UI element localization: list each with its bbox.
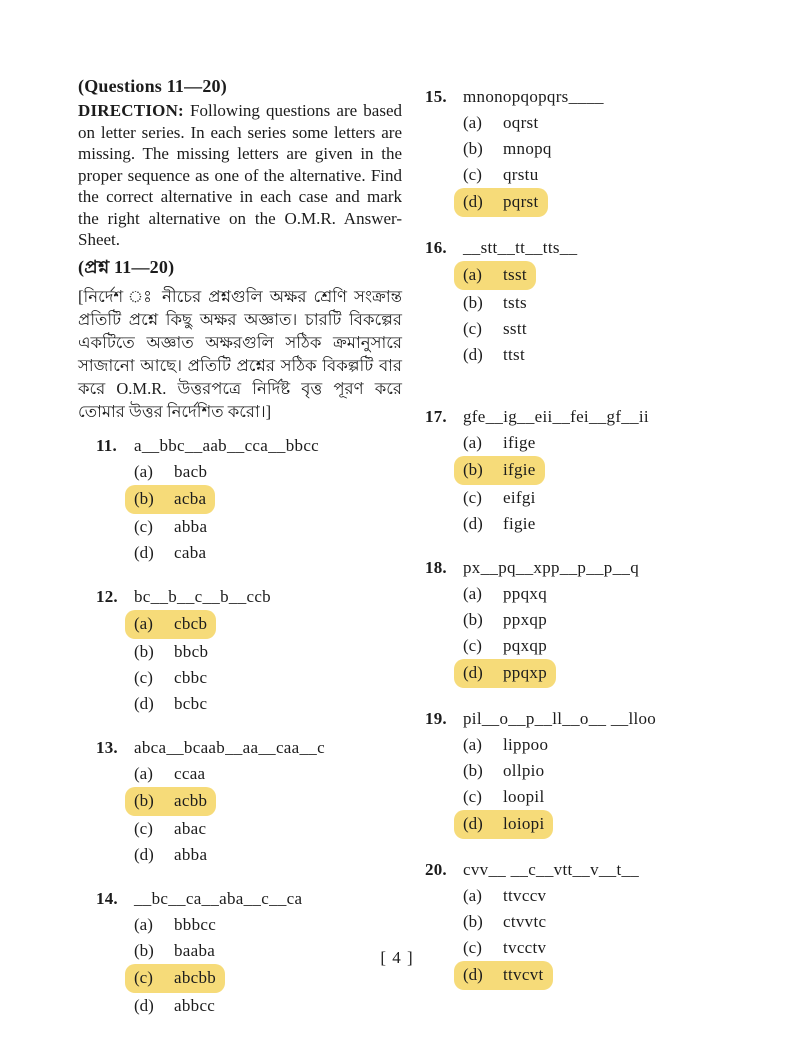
question-head (96, 433, 402, 459)
option-row (425, 110, 770, 136)
option-letter: (d) (134, 995, 154, 1015)
option-row (425, 430, 770, 456)
option-text: acbb (174, 790, 208, 810)
questions-left-group (96, 433, 402, 1019)
question-series-text: mnonopqopqrs____ (463, 87, 604, 106)
answer-option (134, 993, 215, 1019)
option-letter: (d) (463, 345, 483, 364)
option-text: abbcc (174, 995, 216, 1015)
option-row (425, 136, 770, 162)
option-text: baaba (174, 940, 216, 960)
option-row (96, 816, 402, 842)
option-text: abba (174, 516, 208, 536)
question-block (96, 735, 402, 868)
option-text: pqxqp (503, 636, 547, 655)
option-letter: (a) (134, 914, 153, 934)
question-block (425, 235, 770, 368)
question-number: 13. (96, 737, 118, 757)
option-row (425, 758, 770, 784)
option-text: abcbb (174, 967, 217, 987)
option-text: abac (174, 818, 207, 838)
answer-option (463, 110, 539, 136)
question-number: 16. (425, 238, 447, 257)
option-text: cbcb (174, 613, 208, 633)
answer-option (463, 909, 546, 935)
option-row (425, 188, 770, 217)
option-letter: (a) (134, 763, 153, 783)
option-text: ctvvtc (503, 912, 547, 931)
answer-option (134, 816, 206, 842)
option-letter: (b) (463, 912, 483, 931)
option-text: tvcctv (503, 938, 547, 957)
option-letter: (b) (134, 790, 154, 810)
option-row (425, 732, 770, 758)
option-row (96, 993, 402, 1019)
option-letter: (d) (463, 663, 483, 682)
question-series-text: cvv__ __c__vtt__v__t__ (463, 860, 640, 879)
option-text: loiopi (503, 814, 545, 833)
option-row (425, 162, 770, 188)
option-letter: (c) (463, 636, 482, 655)
option-text: cbbc (174, 667, 208, 687)
answer-option (463, 162, 539, 188)
question-block (425, 857, 770, 990)
answer-option (463, 430, 536, 456)
option-text: tsts (503, 293, 527, 312)
option-letter: (b) (463, 139, 483, 158)
question-head (96, 584, 402, 610)
answer-option (463, 485, 536, 511)
question-series-text: bc__b__c__b__ccb (134, 586, 271, 606)
option-row (96, 514, 402, 540)
answer-option (134, 665, 207, 691)
answer-option (463, 316, 527, 342)
option-letter: (b) (134, 940, 154, 960)
option-text: sstt (503, 319, 527, 338)
answer-option (463, 732, 548, 758)
option-letter: (c) (463, 319, 482, 338)
question-head (425, 235, 770, 261)
option-row (96, 639, 402, 665)
option-text: bcbc (174, 693, 208, 713)
question-head (425, 706, 770, 732)
question-number: 18. (425, 558, 447, 577)
highlighted-answer-option (454, 188, 548, 217)
option-text: oqrst (503, 113, 539, 132)
questions-right-group (425, 84, 770, 990)
answer-option (463, 136, 552, 162)
question-number: 14. (96, 888, 118, 908)
option-letter: (b) (134, 641, 154, 661)
option-text: ifige (503, 433, 536, 452)
option-text: ccaa (174, 763, 206, 783)
option-letter: (a) (463, 433, 482, 452)
question-number: 15. (425, 87, 447, 106)
option-text: ifgie (503, 460, 536, 479)
bengali-instruction-paragraph: [নির্দেশ ঃ নীচের প্রশ্নগুলি অক্ষর শ্রেণি সংক্রান্ত প্রতিটি প্রশ্নে কিছু অক্ষর অজ্ঞাত। চারটি বিকল্পের একটিতে অজ্ঞাত অক্ষরগুলি সঠিক ক্রমানুসারে সাজানো আছে। প্রতিটি প্রশ্নের সঠিক বিকল্পটি বার করে O.M.R. উত্তরপত্রে নির্দিষ্ট বৃত্ত পূরণ করে তোমার উত্তর নির্দেশিত করো।] (78, 286, 402, 421)
option-row (425, 290, 770, 316)
option-row (96, 665, 402, 691)
option-text: pqrst (503, 192, 539, 211)
left-column (78, 74, 402, 1037)
option-row (96, 787, 402, 816)
question-block (425, 84, 770, 217)
option-row (425, 883, 770, 909)
option-letter: (c) (463, 165, 482, 184)
option-text: abba (174, 844, 208, 864)
answer-option (134, 639, 208, 665)
option-letter: (a) (463, 886, 482, 905)
question-number: 19. (425, 709, 447, 728)
question-series-text: pil__o__p__ll__o__ __lloo (463, 709, 657, 728)
highlighted-answer-option (454, 456, 545, 485)
question-block (425, 555, 770, 688)
option-row (425, 342, 770, 368)
option-row (425, 316, 770, 342)
option-letter: (d) (463, 514, 483, 533)
direction-label: DIRECTION: (78, 101, 184, 120)
question-number: 17. (425, 407, 447, 426)
question-head (96, 886, 402, 912)
option-letter: (d) (134, 542, 154, 562)
option-letter: (c) (463, 938, 482, 957)
option-text: acba (174, 488, 207, 508)
highlighted-answer-option (454, 810, 553, 839)
answer-option (134, 842, 207, 868)
highlighted-answer-option (125, 787, 216, 816)
option-row (96, 459, 402, 485)
answer-option (134, 761, 205, 787)
option-letter: (a) (463, 265, 482, 284)
answer-option (463, 342, 525, 368)
option-letter: (d) (463, 192, 483, 211)
option-row (425, 485, 770, 511)
answer-option (134, 540, 206, 566)
option-row (425, 810, 770, 839)
option-text: qrstu (503, 165, 539, 184)
answer-option (463, 290, 527, 316)
option-text: eifgi (503, 488, 536, 507)
question-series-text: gfe__ig__eii__fei__gf__ii (463, 407, 649, 426)
answer-option (134, 514, 207, 540)
option-text: mnopq (503, 139, 552, 158)
option-row (425, 633, 770, 659)
question-head (425, 555, 770, 581)
page-number: [ 4 ] (380, 948, 414, 967)
option-row (96, 485, 402, 514)
option-letter: (b) (463, 610, 483, 629)
question-number: 20. (425, 860, 447, 879)
answer-option (463, 758, 544, 784)
option-text: tsst (503, 265, 527, 284)
section-title-bengali: (প্রশ্ন 11—20) (78, 256, 175, 277)
question-series-text: abca__bcaab__aa__caa__c (134, 737, 325, 757)
option-text: ttvcvt (503, 965, 544, 984)
answer-option (134, 459, 207, 485)
answer-option (463, 633, 547, 659)
answer-option (134, 691, 207, 717)
option-row (425, 659, 770, 688)
option-letter: (d) (134, 693, 154, 713)
question-series-text: a__bbc__aab__cca__bbcc (134, 435, 320, 455)
option-letter: (c) (134, 967, 153, 987)
option-letter: (d) (463, 965, 483, 984)
option-row (425, 607, 770, 633)
answer-option (463, 511, 536, 537)
question-series-text: px__pq__xpp__p__p__q (463, 558, 639, 577)
option-letter: (b) (134, 488, 154, 508)
option-text: figie (503, 514, 536, 533)
highlighted-answer-option (454, 659, 556, 688)
highlighted-answer-option (125, 610, 216, 639)
option-text: ttst (503, 345, 525, 364)
option-text: ppxqp (503, 610, 547, 629)
question-head (425, 404, 770, 430)
option-letter: (b) (463, 293, 483, 312)
answer-option (134, 912, 216, 938)
option-text: ppqxp (503, 663, 547, 682)
option-letter: (c) (134, 818, 153, 838)
option-letter: (a) (134, 613, 153, 633)
option-letter: (c) (463, 787, 482, 806)
answer-option (463, 607, 547, 633)
question-block (96, 433, 402, 566)
option-row (425, 909, 770, 935)
question-block (96, 584, 402, 717)
question-head (425, 84, 770, 110)
option-letter: (d) (463, 814, 483, 833)
highlighted-answer-option (125, 485, 215, 514)
option-letter: (a) (463, 584, 482, 603)
option-letter: (b) (463, 761, 483, 780)
option-letter: (c) (463, 488, 482, 507)
option-text: bacb (174, 461, 208, 481)
right-column (425, 74, 770, 1008)
question-series-text: __bc__ca__aba__c__ca (134, 888, 303, 908)
question-number: 12. (96, 586, 118, 606)
option-letter: (c) (134, 667, 153, 687)
option-text: bbcb (174, 641, 209, 661)
option-text: ollpio (503, 761, 545, 780)
answer-option (463, 883, 546, 909)
question-head (425, 857, 770, 883)
option-letter: (d) (134, 844, 154, 864)
option-letter: (a) (463, 113, 482, 132)
option-row (96, 842, 402, 868)
option-row (425, 784, 770, 810)
highlighted-answer-option (454, 261, 536, 290)
question-block (425, 404, 770, 537)
option-row (96, 691, 402, 717)
option-letter: (a) (134, 461, 153, 481)
option-row (425, 261, 770, 290)
direction-text: Following questions are based on letter series. In each series some letters are missing. The missing letters are given in the proper sequence as one of the alternative. Find the correct alternative in each case and mark the right alternative on the O.M.R. Answer-Sheet. (78, 101, 402, 249)
option-text: loopil (503, 787, 545, 806)
answer-option (463, 784, 544, 810)
question-head (96, 735, 402, 761)
direction-paragraph (78, 100, 402, 251)
option-text: bbbcc (174, 914, 217, 934)
option-text: ppqxq (503, 584, 547, 603)
option-letter: (c) (134, 516, 153, 536)
option-text: ttvccv (503, 886, 547, 905)
option-letter: (a) (463, 735, 482, 754)
option-row (425, 456, 770, 485)
option-row (96, 761, 402, 787)
option-letter: (b) (463, 460, 483, 479)
option-row (96, 912, 402, 938)
section-title-english: (Questions 11—20) (78, 76, 227, 96)
option-row (96, 540, 402, 566)
option-row (425, 511, 770, 537)
question-block (425, 706, 770, 839)
question-series-text: __stt__tt__tts__ (463, 238, 578, 257)
option-row (96, 610, 402, 639)
answer-option (463, 581, 547, 607)
option-row (425, 581, 770, 607)
question-number: 11. (96, 435, 117, 455)
option-text: caba (174, 542, 207, 562)
option-text: lippoo (503, 735, 549, 754)
